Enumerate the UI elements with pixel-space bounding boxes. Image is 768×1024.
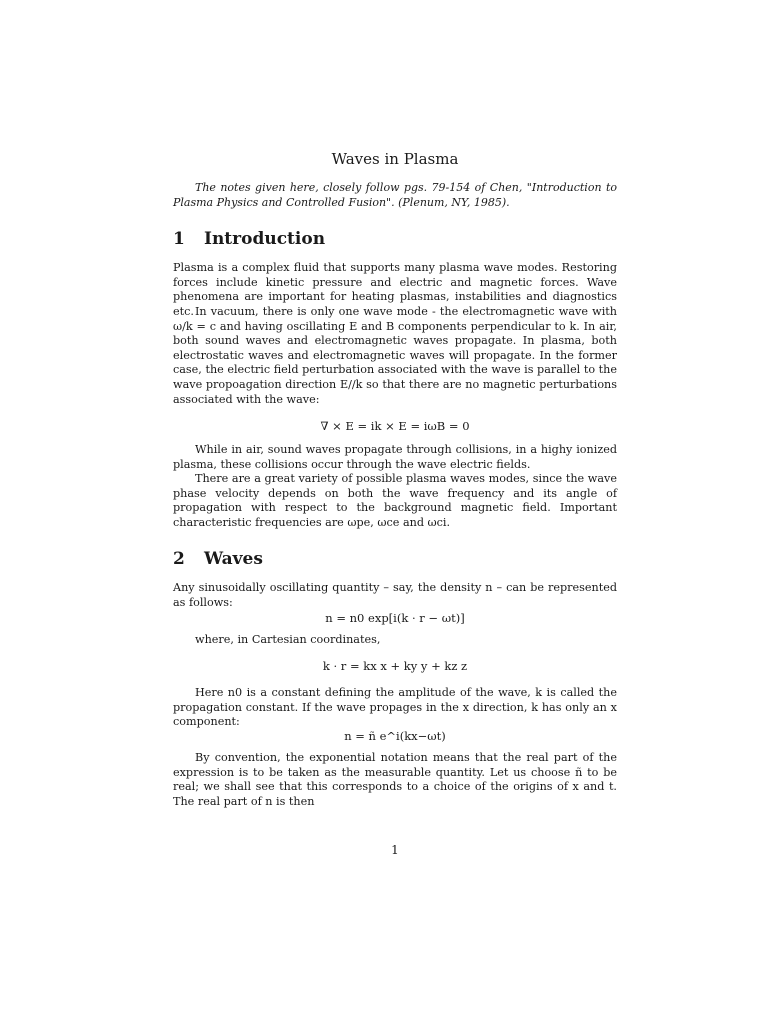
abstract: The notes given here, closely follow pgs. 79-154 of Chen, "Introduction to Plasma Physics and Controlled Fusion". (Plenum, NY, 1985).: [173, 181, 617, 209]
equation: ∇ × E = ik × E = iωB = 0: [320, 419, 470, 433]
paragraph: Plasma is a complex fluid that supports many plasma wave modes. Restoring forces include kinetic pressure and electric and magnetic forces. Wave phenomena are important for heating plasmas, instabilities and diagnostics etc.: [173, 261, 617, 318]
section-heading-waves: [173, 549, 263, 569]
equation: n = ñ e^i(kx−ωt): [344, 729, 446, 743]
section-title: Introduction: [204, 229, 326, 249]
paragraph: Here n0 is a constant defining the amplitude of the wave, k is called the propagation constant. If the wave propages in the x direction, k has only an x component:: [173, 686, 617, 729]
paragraph: Any sinusoidally oscillating quantity – say, the density n – can be represented as follows:: [173, 581, 617, 609]
section-title: Waves: [204, 549, 263, 569]
page-title: Waves in Plasma: [331, 150, 459, 168]
equation: n = n0 exp[i(k · r − ωt)]: [325, 611, 465, 625]
paragraph: where, in Cartesian coordinates,: [195, 633, 381, 646]
paragraph: While in air, sound waves propagate through collisions, in a highy ionized plasma, these collisions occur through the wave electric fields.: [173, 443, 617, 471]
section-number: 1: [173, 229, 185, 249]
paragraph: In vacuum, there is only one wave mode - the electromagnetic wave with ω/k = c and having oscillating E and B components perpendicular to k. In air, both sound waves and electromagnetic waves propagate. In plasma, both electrostatic waves and electromagnetic waves will propagate. In the former case, the electric field perturbation associated with the wave is parallel to the wave propoagation direction E//k so that there are no magnetic perturbations associated with the wave:: [173, 305, 617, 406]
section-heading-introduction: [173, 229, 325, 249]
paragraph: There are a great variety of possible plasma waves modes, since the wave phase velocity depends on both the wave frequency and its angle of propagation with respect to the background magnetic field. Important characteristic frequencies are ωpe, ωce and ωci.: [173, 472, 617, 529]
section-number: 2: [173, 549, 185, 569]
equation: k · r = kx x + ky y + kz z: [322, 659, 468, 673]
page-number: 1: [391, 843, 399, 857]
paragraph: By convention, the exponential notation means that the real part of the expression is to be taken as the measurable quantity. Let us choose ñ to be real; we shall see that this corresponds to a choice of the origins of x and t. The real part of n is then: [173, 751, 617, 808]
